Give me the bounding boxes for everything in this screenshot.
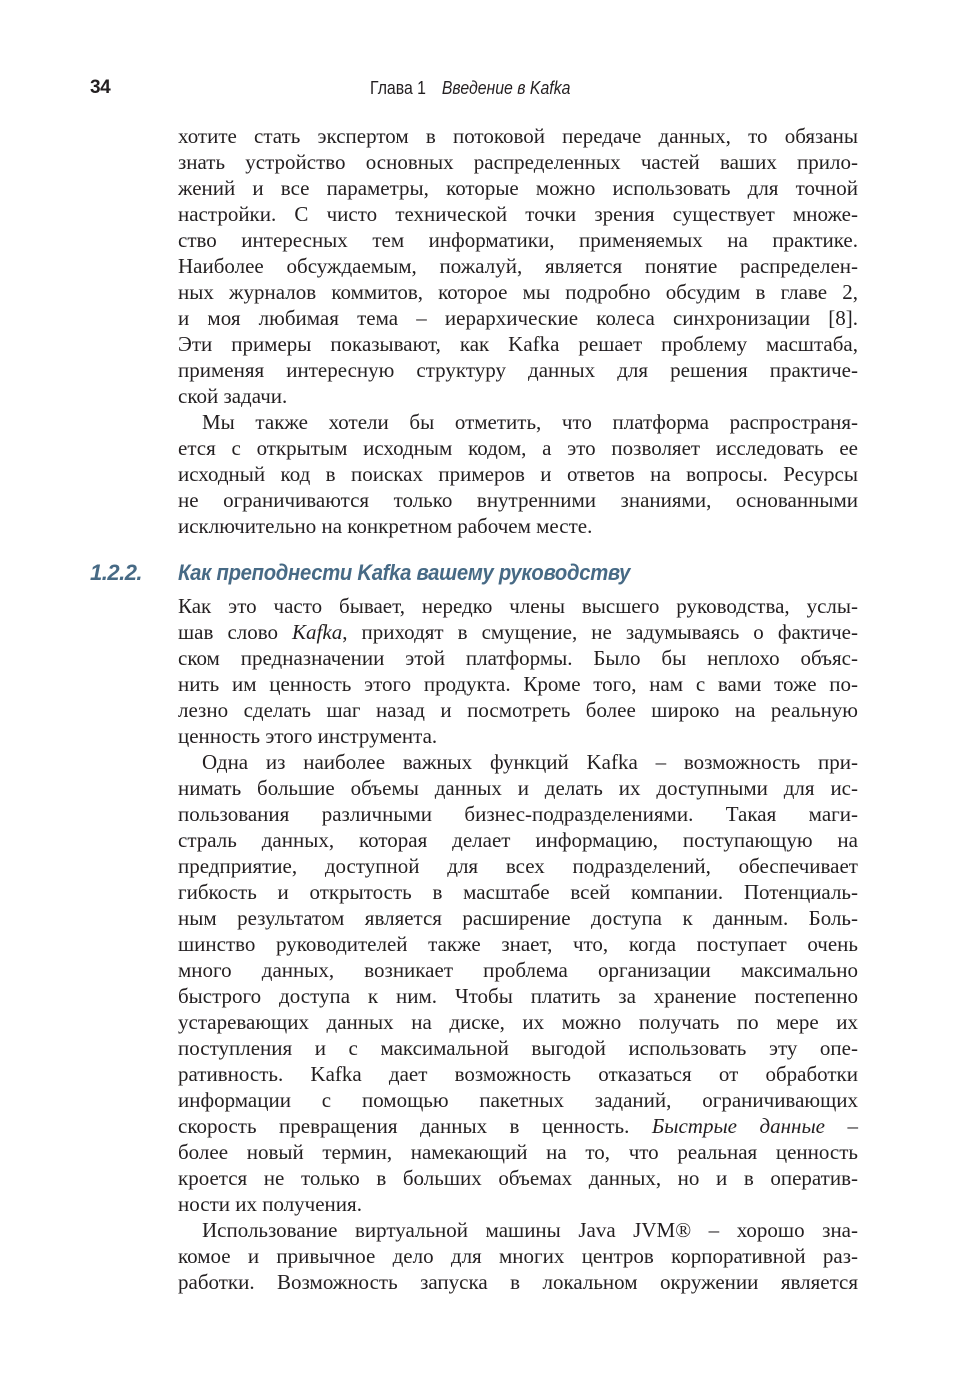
text-line: ным результатом является расширение доступа к данным. Боль- <box>178 906 858 930</box>
text-line: информации с помощью пакетных заданий, ограничивающих <box>178 1088 858 1112</box>
paragraph-management <box>178 593 858 749</box>
section-heading <box>90 560 890 590</box>
text-line: ство интересных тем информатики, применяемых на практике. <box>178 228 858 252</box>
text-line: хотите стать экспертом в потоковой передаче данных, то обязаны <box>178 124 858 148</box>
paragraph-jvm <box>178 1217 858 1295</box>
text-line: ных журналов коммитов, которое мы подробно обсудим в главе 2, <box>178 280 858 304</box>
emphasis-kafka: Kafka <box>292 620 343 644</box>
text-line: страль данных, которая делает информацию, поступающую на <box>178 828 858 852</box>
text-line: ности их получения. <box>178 1192 362 1216</box>
chapter-heading <box>370 78 570 99</box>
paragraph-continuation <box>178 123 858 409</box>
text-line: пользования различными бизнес-подразделениями. Такая маги- <box>178 802 858 826</box>
text-line: применяя интересную структуру данных для решения практиче- <box>178 358 858 382</box>
paragraph-open-source <box>178 409 858 539</box>
text-line: исключительно на конкретном рабочем месте. <box>178 514 593 538</box>
text-line: ративность. Kafka дает возможность отказаться от обработки <box>178 1062 858 1086</box>
text-line: не ограничиваются только внутренними знаниями, основанными <box>178 488 858 512</box>
text-line: ценность этого инструмента. <box>178 724 438 748</box>
text-line: поступления и с максимальной выгодой использовать эту опе- <box>178 1036 858 1060</box>
text-line: шинство руководителей также знает, что, когда поступает очень <box>178 932 858 956</box>
text-line: знать устройство основных распределенных частей ваших прило- <box>178 150 858 174</box>
text-line <box>178 619 858 645</box>
chapter-label: Глава 1 <box>370 78 427 98</box>
text-line: и моя любимая тема – иерархические колеса синхронизации [8]. <box>178 306 858 330</box>
text-line: Одна из наиболее важных функций Kafka – возможность при- <box>202 750 858 774</box>
text-line: ской задачи. <box>178 384 288 408</box>
chapter-title: Введение в Kafka <box>441 78 571 98</box>
text-line: ском предназначении этой платформы. Было бы неплохо объяс- <box>178 646 858 670</box>
text-line: более новый термин, намекающий на то, что реальная ценность <box>178 1140 858 1164</box>
text-span: шав слово <box>178 620 293 644</box>
text-line: работки. Возможность запуска в локальном окружении является <box>178 1270 858 1294</box>
text-line: Как это часто бывает, нередко члены высшего руководства, услы- <box>178 594 858 618</box>
section-number: 1.2.2. <box>90 560 143 585</box>
text-line: предприятие, доступной для всех подразделений, обеспечивает <box>178 854 858 878</box>
text-line: исходный код в поисках примеров и ответов на вопросы. Ресурсы <box>178 462 858 486</box>
text-line: комое и привычное дело для многих центров корпоративной раз- <box>178 1244 858 1268</box>
text-line: Использование виртуальной машины Java JVM® – хорошо зна- <box>202 1218 858 1242</box>
text-line <box>178 1113 858 1139</box>
text-line: лезно сделать шаг назад и посмотреть более широко на реальную <box>178 698 858 722</box>
text-line: много данных, возникает проблема организации максимально <box>178 958 858 982</box>
running-header <box>0 77 974 103</box>
emphasis-fast-data: Быстрые данные <box>651 1114 825 1138</box>
text-line: кроется не только в больших объемах данных, но и в оператив- <box>178 1166 858 1190</box>
text-line: гибкость и открытость в масштабе всей компании. Потенциаль- <box>178 880 858 904</box>
text-line: ется с открытым исходным кодом, а это позволяет исследовать ее <box>178 436 858 460</box>
text-line: быстрого доступа к ним. Чтобы платить за хранение постепенно <box>178 984 858 1008</box>
text-line: Мы также хотели бы отметить, что платформа распространя- <box>202 410 858 434</box>
page-number: 34 <box>90 77 111 98</box>
section-title: Как преподнести Kafka вашему руководству <box>178 560 631 585</box>
text-line: устаревающих данных на диске, их можно получать по мере их <box>178 1010 858 1034</box>
paragraph-key-function <box>178 749 858 1217</box>
text-span: скорость превращения данных в ценность. <box>178 1114 652 1138</box>
text-line: нимать большие объемы данных и делать их доступными для ис- <box>178 776 858 800</box>
text-line: жений и все параметры, которые можно использовать для точной <box>178 176 858 200</box>
text-span: , приходят в смущение, не задумываясь о фактиче- <box>342 620 858 644</box>
text-line: Эти примеры показывают, как Kafka решает проблему масштаба, <box>178 332 858 356</box>
text-line: нить им ценность этого продукта. Кроме того, нам с вами тоже по- <box>178 672 858 696</box>
text-span: – <box>825 1114 858 1138</box>
text-line: настройки. С чисто технической точки зрения существует множе- <box>178 202 858 226</box>
text-line: Наиболее обсуждаемым, пожалуй, является понятие распределен- <box>178 254 858 278</box>
